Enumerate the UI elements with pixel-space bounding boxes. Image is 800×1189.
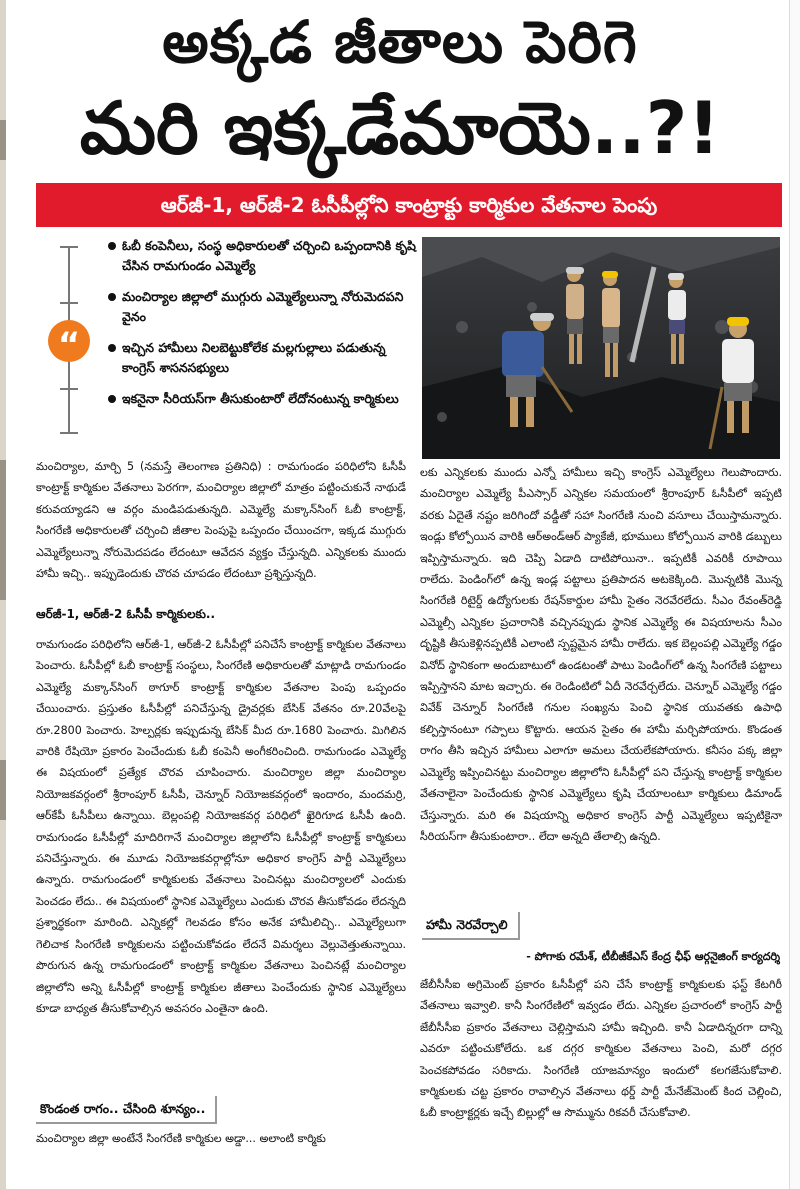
article-column-left [36,1128,406,1149]
subheading: ఆర్‌జీ-1, ఆర్‌జీ-2 ఓసీపీ కార్మికులకు.. [36,607,216,621]
article-paragraph: మంచిర్యాల జిల్లా అంటేనే సింగరేణి కార్మికుల అడ్డా... అలాంటి కార్మికు [36,1132,326,1145]
bullet-icon [108,293,116,301]
article-paragraph: రామగుండం పరిధిలోని ఆర్‌జీ-1, ఆర్‌జీ-2 ఓసీపీల్లో పనిచేసే కాంట్రాక్ట్ కార్మికుల వేతనాలు పెంచారు. ఓసీపీల్లో ఓబీ కాంట్రాక్ట్ సంస్థలు, సింగరేణి అధికారులతో మాట్లాడి రామగుండం ఎమ్మెల్యే మక్కాన్‌సింగ్ ఠాగూర్ కాంట్రాక్ట్ కార్మికుల వేతనాల పెంపు ఒప్పందం చేయించారు. ప్రస్తుతం ఓసీపీల్లో పనిచేస్తున్న డ్రైవర్లకు బేసిక్ వేతనం రూ.20వేలపై రూ.2800 పెంచారు. హెల్పర్లకు ఇప్పుడున్న బేసిక్ మీద రూ.1680 పెంచారు. మిగిలిన వారికి రేషియో ప్రకారం పెంచేందుకు ఓబీ కంపెనీ అంగీకరించింది. రామగుండం ఎమ్మెల్యే ఈ విషయంలో ప్రత్యేక చొరవ చూపించారు. మంచిర్యాల జిల్లా మంచిర్యాల నియోజకవర్గంలో శ్రీరాంపూర్ ఓసీపీ, చెన్నూర్ నియోజకవర్గంలో ఇందారం, మందమర్రి, ఆర్‌కేపీ ఓసీపీలు ఉన్నాయి. బెల్లంపల్లి నియోజకవర్గ పరిధిలో ఖైరిగూడ ఓసీపీ ఉంది. రామగుండం ఓసీపీల్లో మాదిరిగానే మంచిర్యాల జిల్లాలోని ఓసీపీల్లో కాంట్రాక్ట్ కార్మికులు పనిచేస్తున్నారు. ఈ మూడు నియోజకవర్గాల్లోనూ అధికార కాంగ్రెస్ పార్టీ ఎమ్మెల్యేలు ఉన్నారు. రామగుండంలో కార్మికులకు వేతనాలు పెంచినట్లు మంచిర్యాలలో ఎందుకు పెంచడం లేదు.. ఈ విషయంలో స్థానిక ఎమ్మెల్యేలు ఎందుకు చొరవ తీసుకోవడం లేదన్నది ప్రశ్నార్థకంగా మారింది. ఎన్నికల్లో గెలవడం కోసం అనేక హామీలిచ్చి.. ఎమ్మెల్యేలుగా గెలిచాక సింగరేణి కార్మికులను పట్టించుకోవడం లేదనే విమర్శలు వెల్లువెత్తుతున్నాయి. పొరుగున ఉన్న రామగుండంలో కాంట్రాక్ట్ కార్మికుల వేతనాలు పెంచినట్లే మంచిర్యాల జిల్లాలోని అన్ని ఓసీపీల్లో కాంట్రాక్ట్ కార్మికుల జీతాలు పెంచేందుకు స్థానిక ఎమ్మెల్యేలు కూడా బాధ్యత తీసుకోవాల్సిన అవసరం ఎంతైనా ఉంది. [36,638,406,1015]
bullet-icon [108,242,116,250]
adjacent-page-edge-right [789,0,800,1189]
quote-icon: “ [48,320,90,362]
coal-mine-workers-photo [422,237,780,459]
adjacent-page-edge-left [0,0,6,1189]
subheading: కొండంత రాగం.. చేసింది శూన్యం.. [36,1096,217,1124]
bullet-icon [108,395,116,403]
article-paragraph: జేబీసీసీఐ అగ్రిమెంట్ ప్రకారం ఓసీపీల్లో పని చేసే కాంట్రాక్ట్ కార్మికులకు ఫస్ట్ కేటగిరీ వేతనాలు ఇవ్వాలి. కానీ సింగరేణిలో ఇవ్వడం లేదు. ఎన్నికల ప్రచారంలో కాంగ్రెస్ పార్టీ జేబీసీసీఐ ప్రకారం వేతనాలు చెల్లిస్తామని హామీ ఇచ్చింది. కానీ ఏడాదిన్నరగా దాన్ని ఎవరూ పట్టించుకోలేదు. ఒక దగ్గర కార్మికుల వేతనాలు పెంచి, మరో దగ్గర పెంచకపోవడం సరికాదు. సింగరేణి యాజమాన్యం ఇందులో కలగజేసుకోవాలి. కార్మికులకు చట్ట ప్రకారం రావాల్సిన వేతనాలు థర్డ్ పార్టీ మేనేజ్‌మెంట్ కింద చెల్లించి, ఓబీ కాంట్రాక్టర్లకు ఇచ్చే బిల్లుల్లో ఆ సొమ్మును రికవరీ చేసుకోవాలి. [420,978,782,1120]
bullet-icon [108,344,116,352]
red-banner-subtitle: ఆర్‌జీ-1, ఆర్‌జీ-2 ఓసీపీల్లోని కాంట్రాక్టు కార్మికుల వేతనాల పెంపు [36,183,782,227]
highlight-item: ఇచ్చిన హామీలు నిలబెట్టుకోలేక మల్లగుల్లాలు పడుతున్న కాంగ్రెస్ శాసనసభ్యులు [108,338,420,378]
headline-line-2: మరి ఇక్కడేమాయె..?! [79,86,721,170]
article-column-right [420,974,782,1124]
highlights-rule-cap-top [60,246,78,248]
article-paragraph: లకు ఎన్నికలకు ముందు ఎన్నో హామీలు ఇచ్చి కాంగ్రెస్ ఎమ్మెల్యేలు గెలుపొందారు. మంచిర్యాల ఎమ్మెల్యే పీఎస్సార్ ఎన్నికల సమయంలో శ్రీరాంపూర్ ఓసీపీలో ఇప్పటి వరకు ఏదైతే నష్టం జరిగిందో వడ్డీతో సహా సింగరేణి నుంచి వసూలు చేయిస్తామన్నారు. ఇండ్లు కోల్పోయిన వారికి ఆర్‌అండ్ఆర్ ప్యాకేజీ, భూములు కోల్పోయిన వారికి డబ్బులు ఇప్పిస్తామన్నారు. ఇది చెప్పి ఏడాది దాటిపోయినా.. ఇప్పటికీ ఎవరికీ రూపాయి రాలేదు. పెండింగ్‌లో ఉన్న ఇండ్ల పట్టాలు ప్రతిపాదన అటకెక్కింది. మొన్నటికి మొన్న సింగరేణి రిటైర్డ్ ఉద్యోగులకు రేషన్‌కార్డుల హామీ సైతం నెరవేరలేదు. సీఎం రేవంత్‌రెడ్డి ఎమ్మెల్సీ ఎన్నికల ప్రచారానికి వచ్చినప్పుడు స్థానిక ఎమ్మెల్యే ఈ విషయాలను సీఎం దృష్టికి తీసుకెళ్లినప్పటికీ ఎలాంటి స్పష్టమైన హామీ రాలేదు. ఇక బెల్లంపల్లి ఎమ్మెల్యే గడ్డం వినోద్ స్థానికంగా అందుబాటులో ఉండటంతో పాటు పెండింగ్‌లో ఉన్న సింగరేణి పట్టాలు ఇప్పిస్తానని మాట ఇచ్చారు. ఈ రెండింటిలో ఏదీ నెరవేర్చలేదు. చెన్నూర్ ఎమ్మెల్యే గడ్డం వివేక్ చెన్నూర్ సింగరేణి గనుల సంఖ్యను పెంచి స్థానిక యువతకు ఉపాధి కల్పిస్తానంటూ గప్పాలు కొట్టారు. ఆయన సైతం ఈ హామీ మర్చిపోయారు. కొండంత రాగం తీసి ఇచ్చిన హామీలు ఎలాగూ అమలు చేయలేకపోయారు. కనీసం పక్క జిల్లా ఎమ్మెల్యే ఇప్పించినట్టు మంచిర్యాల జిల్లాలోని ఓసీపీల్లో పని చేస్తున్న కాంట్రాక్ట్ కార్మికుల వేతనాలైనా పెంచేందుకు స్థానిక ఎమ్మెల్యేలు కృషి చేయాలంటూ కార్మికులు డిమాండ్ చేస్తున్నారు. మరి ఈ విషయాన్ని అధికార కాంగ్రెస్ పార్టీ ఎమ్మెల్యేలు ఇప్పటికైనా సీరియస్‌గా తీసుకుంటారా.. లేదా అన్నది తేలాల్సి ఉన్నది. [420,466,782,843]
article-column-right [420,462,782,847]
highlights-rule-cap [60,302,78,304]
article-paragraph: మంచిర్యాల, మార్చి 5 (నమస్తే తెలంగాణ ప్రతినిధి) : రామగుండం పరిధిలోని ఓసీపీ కాంట్రాక్ట్ కార్మికుల వేతనాలు పెరగగా, మంచిర్యాల జిల్లాలో మాత్రం పట్టించుకునే నాథుడే కరువయ్యాడని ఆ వర్గం మండిపడుతున్నది. ఎమ్మెల్యే మక్కాన్‌సింగ్ ఓబీ కాంట్రాక్ట్, సింగరేణి అధికారులతో చర్చించి జీతాల పెంపుపై ఒప్పందం చేయించగా, ఇక్కడ ముగ్గురు ఎమ్మెల్యేలున్నా నోరుమెదపడం లేదంటూ ఆవేదన వ్యక్తం చేస్తున్నది. ఎన్నికలకు ముందు హామీ ఇచ్చి.. ఇప్పుడెందుకు చొరవ చూపడం లేదంటూ ప్రశ్నిస్తున్నది. [36,460,406,581]
article-column-left [36,456,406,584]
highlight-item: మంచిర్యాల జిల్లాలో ముగ్గురు ఎమ్మెల్యేలున్నా నోరుమెదపని వైనం [108,287,420,327]
highlights-list [108,236,420,420]
headline-line-1: అక్కడ జీతాలు పెరిగె [162,8,638,76]
highlight-item: ఓబీ కంపెనీలు, సంస్థ అధికారులతో చర్చించి ఒప్పందానికి కృషి చేసిన రామగుండం ఎమ్మెల్యే [108,236,420,276]
highlights-box [30,236,420,448]
highlights-rule-cap-bottom [60,432,78,434]
photo-illustration [422,237,780,459]
subheading: హామీ నెరవేర్చాలి [422,912,520,940]
quote-byline: - పోగాకు రమేశ్, టీబీజీకేఎస్ కేంద్ర ఛీఫ్ ఆర్గనైజింగ్ కార్యదర్శి [526,950,780,963]
highlights-rule-cap [60,388,78,390]
article-column-left [36,634,406,1019]
highlight-item: ఇకనైనా సీరియస్‌గా తీసుకుంటారో లేదోనంటున్న కార్మికులు [108,389,420,409]
